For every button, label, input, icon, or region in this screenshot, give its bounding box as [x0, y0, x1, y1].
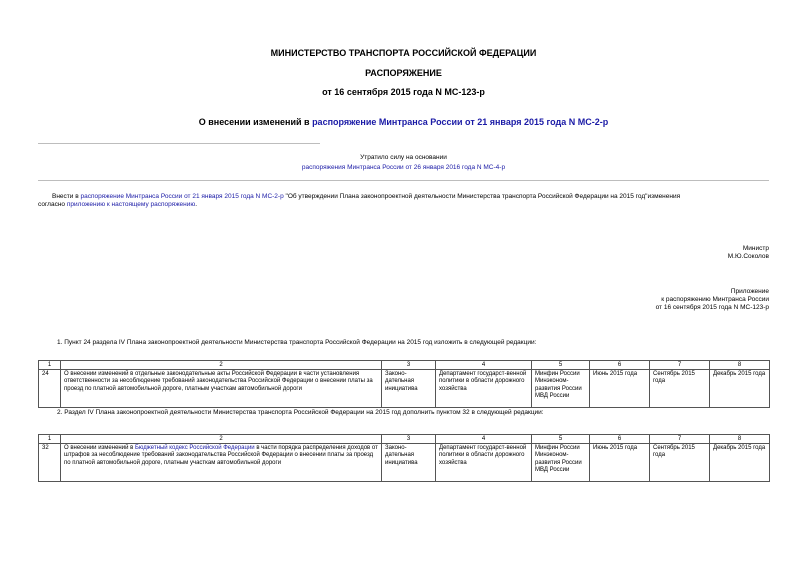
column-number: 2 — [61, 361, 382, 370]
column-number: 7 — [650, 435, 710, 444]
table-row — [39, 370, 770, 408]
divider-short — [38, 143, 320, 144]
bill-title-text: О внесении изменений в — [64, 445, 135, 451]
budget-code-link[interactable]: Бюджетный кодекс Российской Федерации — [134, 445, 255, 451]
divider-long — [38, 180, 769, 181]
column-number: 1 — [39, 435, 61, 444]
document-type: РАСПОРЯЖЕНИЕ — [365, 68, 442, 78]
appendix-link[interactable]: приложению к настоящему распоряжению — [66, 201, 196, 208]
plan-table-1 — [38, 360, 770, 408]
row-responsible-department: Департамент государст-венной политики в области дорожного хозяйства — [436, 444, 532, 482]
signature-block — [728, 245, 769, 261]
row-form: Законо-дательная инициатива — [382, 444, 436, 482]
title-prefix: О внесении изменений в — [198, 117, 313, 127]
column-number: 2 — [61, 435, 382, 444]
body-text: "Об утверждении Плана законопроектной деятельности Министерства транспорта Российской Федерации на 2015 год" — [283, 193, 648, 200]
body-text: согласно — [38, 201, 67, 208]
column-number: 6 — [590, 361, 650, 370]
row-responsible-department: Департамент государст-венной политики в области дорожного хозяйства — [436, 370, 532, 408]
column-number: 6 — [590, 435, 650, 444]
row-bill-title — [61, 444, 382, 482]
column-number: 4 — [436, 361, 532, 370]
item-2-text: 2. Раздел IV Плана законопроектной деятельности Министерства транспорта Российской Федерации на 2015 год дополнить пунктом 32 в следующей редакции: — [57, 409, 544, 416]
column-number: 8 — [710, 361, 770, 370]
status-note: Утратило силу на основании — [360, 154, 447, 161]
body-paragraph — [38, 193, 773, 209]
row-form: Законо-дательная инициатива — [382, 370, 436, 408]
document-date-number: от 16 сентября 2015 года N МС-123-р — [322, 87, 485, 97]
column-number: 5 — [532, 361, 590, 370]
appendix-order: к распоряжению Минтранса России — [661, 296, 769, 303]
body-text: . — [195, 201, 198, 208]
row-number: 32 — [39, 444, 61, 482]
appendix-date: от 16 сентября 2015 года N МС-123-р — [655, 304, 769, 311]
title-amended-order-link[interactable]: распоряжение Минтранса России от 21 января 2015 года N МС-2-р — [312, 117, 609, 127]
document-title — [0, 117, 807, 127]
status-repeal-link[interactable]: распоряжения Минтранса России от 26 января 2016 года N МС-4-р — [301, 164, 506, 171]
ministry-heading: МИНИСТЕРСТВО ТРАНСПОРТА РОССИЙСКОЙ ФЕДЕРАЦИИ — [270, 48, 537, 58]
column-number: 7 — [650, 361, 710, 370]
row-deadline-2: Сентябрь 2015 года — [650, 370, 710, 408]
table-row — [39, 444, 770, 482]
column-number: 3 — [382, 435, 436, 444]
row-coexecutors: Минфин России Минэконом-развития России МВД России — [532, 370, 590, 408]
signature-position: Министр — [742, 245, 769, 252]
row-deadline-1: Июнь 2015 года — [590, 370, 650, 408]
row-deadline-3: Декабрь 2015 года — [710, 370, 770, 408]
row-bill-title: О внесении изменений в отдельные законодательные акты Российской Федерации в части установления ответственности за несоблюдение требований законодательства Российской Федерации о внесении платы за проезд по платной автомобильной дороге, платным участкам автомобильной дороги — [61, 370, 382, 408]
item-1-text: 1. Пункт 24 раздела IV Плана законопроектной деятельности Министерства транспорта Российской Федерации на 2015 год изложить в следующей редакции: — [57, 339, 537, 346]
row-deadline-3: Декабрь 2015 года — [710, 444, 770, 482]
plan-table-2 — [38, 434, 770, 482]
column-number: 3 — [382, 361, 436, 370]
appendix-label: Приложение — [730, 288, 769, 295]
row-number: 24 — [39, 370, 61, 408]
signature-name: М.Ю.Соколов — [727, 253, 769, 260]
row-deadline-2: Сентябрь 2015 года — [650, 444, 710, 482]
table-header-row — [39, 435, 770, 444]
table-header-row — [39, 361, 770, 370]
column-number: 5 — [532, 435, 590, 444]
row-deadline-1: Июнь 2015 года — [590, 444, 650, 482]
column-number: 8 — [710, 435, 770, 444]
bill-title-text: в части порядка распределения доходов от штрафов за несоблюдение требований законодательства Российской Федерации о внесении платы за проезд по платной автомобильной дороге, платным участкам автомобильной дороги — [64, 445, 378, 466]
row-coexecutors: Минфин России Минэконом-развития России МВД России — [532, 444, 590, 482]
body-text: изменения — [647, 193, 681, 200]
column-number: 1 — [39, 361, 61, 370]
column-number: 4 — [436, 435, 532, 444]
body-text: Внести в — [52, 193, 81, 200]
body-amended-order-link[interactable]: распоряжение Минтранса России от 21 января 2015 года N МС-2-р — [80, 193, 284, 200]
appendix-block — [656, 288, 769, 312]
